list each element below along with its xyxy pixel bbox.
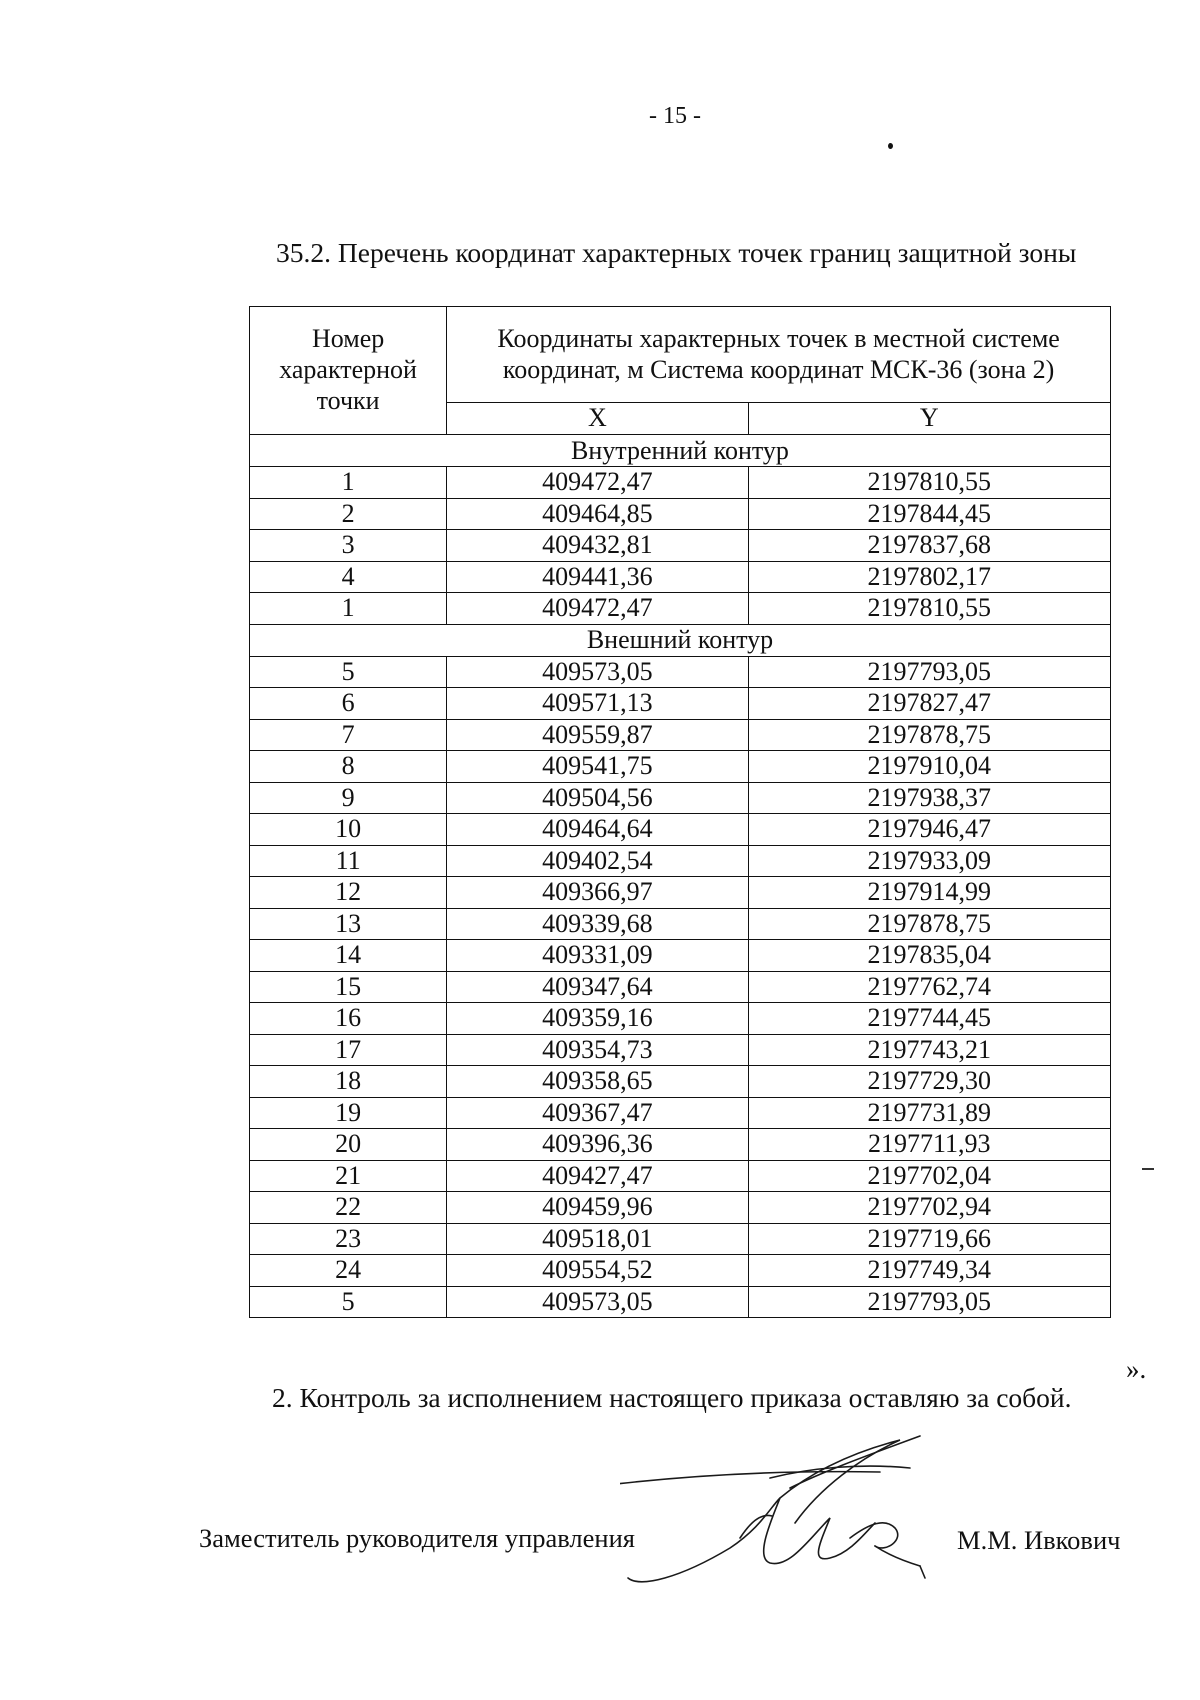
- table-row: [250, 593, 1111, 625]
- header-y: Y: [748, 403, 1110, 435]
- header-x: X: [447, 403, 748, 435]
- point-number-cell: 14: [250, 940, 447, 972]
- y-coordinate-cell: 2197810,55: [748, 467, 1110, 499]
- table-row: [250, 719, 1111, 751]
- x-coordinate-cell: 409459,96: [447, 1192, 748, 1224]
- point-number-cell: 17: [250, 1034, 447, 1066]
- table-row: [250, 814, 1111, 846]
- section-title: 35.2. Перечень координат характерных точек границ защитной зоны: [276, 237, 1077, 268]
- point-number-cell: 6: [250, 688, 447, 720]
- section-label: Внутренний контур: [250, 435, 1111, 467]
- y-coordinate-cell: 2197844,45: [748, 498, 1110, 530]
- table-row: [250, 561, 1111, 593]
- x-coordinate-cell: 409367,47: [447, 1097, 748, 1129]
- closing-quote: ».: [1126, 1354, 1147, 1384]
- page-number: - 15 -: [649, 103, 701, 129]
- point-number-cell: 10: [250, 814, 447, 846]
- point-number-cell: 21: [250, 1160, 447, 1192]
- y-coordinate-cell: 2197878,75: [748, 908, 1110, 940]
- x-coordinate-cell: 409432,81: [447, 530, 748, 562]
- table-row: [250, 530, 1111, 562]
- point-number-cell: 5: [250, 656, 447, 688]
- point-number-cell: 11: [250, 845, 447, 877]
- y-coordinate-cell: 2197793,05: [748, 1286, 1110, 1318]
- point-number-cell: 9: [250, 782, 447, 814]
- point-number-cell: 7: [250, 719, 447, 751]
- x-coordinate-cell: 409518,01: [447, 1223, 748, 1255]
- point-number-cell: 2: [250, 498, 447, 530]
- table-row: [250, 845, 1111, 877]
- point-number-cell: 13: [250, 908, 447, 940]
- signature-icon: [620, 1428, 950, 1588]
- point-number-cell: 3: [250, 530, 447, 562]
- y-coordinate-cell: 2197827,47: [748, 688, 1110, 720]
- header-coordinates: Координаты характерных точек в местной системе координат, м Система координат МСК-36 (зона 2): [447, 307, 1111, 403]
- y-coordinate-cell: 2197711,93: [748, 1129, 1110, 1161]
- x-coordinate-cell: 409571,13: [447, 688, 748, 720]
- x-coordinate-cell: 409559,87: [447, 719, 748, 751]
- scan-dot: [888, 143, 893, 149]
- x-coordinate-cell: 409464,64: [447, 814, 748, 846]
- point-number-cell: 8: [250, 751, 447, 783]
- x-coordinate-cell: 409331,09: [447, 940, 748, 972]
- table-body: [250, 435, 1111, 1318]
- x-coordinate-cell: 409573,05: [447, 1286, 748, 1318]
- table-row: [250, 908, 1111, 940]
- section-label: Внешний контур: [250, 624, 1111, 656]
- header-point-number: Номер характерной точки: [250, 307, 447, 435]
- point-number-cell: 18: [250, 1066, 447, 1098]
- point-number-cell: 4: [250, 561, 447, 593]
- table-row: [250, 1034, 1111, 1066]
- table-row: [250, 1066, 1111, 1098]
- y-coordinate-cell: 2197744,45: [748, 1003, 1110, 1035]
- coordinates-table: [249, 306, 1111, 1318]
- x-coordinate-cell: 409347,64: [447, 971, 748, 1003]
- table-row: [250, 971, 1111, 1003]
- table-row: [250, 688, 1111, 720]
- x-coordinate-cell: 409366,97: [447, 877, 748, 909]
- y-coordinate-cell: 2197702,04: [748, 1160, 1110, 1192]
- y-coordinate-cell: 2197837,68: [748, 530, 1110, 562]
- y-coordinate-cell: 2197910,04: [748, 751, 1110, 783]
- signer-name: М.М. Ивкович: [957, 1525, 1121, 1555]
- margin-mark: [1142, 1168, 1154, 1170]
- x-coordinate-cell: 409427,47: [447, 1160, 748, 1192]
- table-row: [250, 751, 1111, 783]
- y-coordinate-cell: 2197946,47: [748, 814, 1110, 846]
- x-coordinate-cell: 409441,36: [447, 561, 748, 593]
- x-coordinate-cell: 409358,65: [447, 1066, 748, 1098]
- point-number-cell: 15: [250, 971, 447, 1003]
- table-row: [250, 467, 1111, 499]
- y-coordinate-cell: 2197914,99: [748, 877, 1110, 909]
- x-coordinate-cell: 409472,47: [447, 467, 748, 499]
- table-row: [250, 940, 1111, 972]
- y-coordinate-cell: 2197933,09: [748, 845, 1110, 877]
- x-coordinate-cell: 409402,54: [447, 845, 748, 877]
- y-coordinate-cell: 2197762,74: [748, 971, 1110, 1003]
- x-coordinate-cell: 409554,52: [447, 1255, 748, 1287]
- y-coordinate-cell: 2197729,30: [748, 1066, 1110, 1098]
- control-paragraph: 2. Контроль за исполнением настоящего приказа оставляю за собой.: [272, 1382, 1072, 1413]
- table-row: [250, 1223, 1111, 1255]
- y-coordinate-cell: 2197793,05: [748, 656, 1110, 688]
- x-coordinate-cell: 409354,73: [447, 1034, 748, 1066]
- y-coordinate-cell: 2197878,75: [748, 719, 1110, 751]
- table-row: [250, 1192, 1111, 1224]
- x-coordinate-cell: 409396,36: [447, 1129, 748, 1161]
- x-coordinate-cell: 409464,85: [447, 498, 748, 530]
- x-coordinate-cell: 409472,47: [447, 593, 748, 625]
- table-row: [250, 1160, 1111, 1192]
- y-coordinate-cell: 2197702,94: [748, 1192, 1110, 1224]
- section-row: [250, 435, 1111, 467]
- x-coordinate-cell: 409541,75: [447, 751, 748, 783]
- point-number-cell: 24: [250, 1255, 447, 1287]
- table-row: [250, 498, 1111, 530]
- y-coordinate-cell: 2197749,34: [748, 1255, 1110, 1287]
- x-coordinate-cell: 409339,68: [447, 908, 748, 940]
- x-coordinate-cell: 409359,16: [447, 1003, 748, 1035]
- point-number-cell: 1: [250, 593, 447, 625]
- y-coordinate-cell: 2197810,55: [748, 593, 1110, 625]
- table-row: [250, 1286, 1111, 1318]
- table-row: [250, 1003, 1111, 1035]
- y-coordinate-cell: 2197743,21: [748, 1034, 1110, 1066]
- point-number-cell: 12: [250, 877, 447, 909]
- y-coordinate-cell: 2197938,37: [748, 782, 1110, 814]
- point-number-cell: 5: [250, 1286, 447, 1318]
- signer-role: Заместитель руководителя управления: [199, 1523, 635, 1553]
- table-row: [250, 1129, 1111, 1161]
- point-number-cell: 23: [250, 1223, 447, 1255]
- table-row: [250, 656, 1111, 688]
- table-row: [250, 782, 1111, 814]
- point-number-cell: 20: [250, 1129, 447, 1161]
- y-coordinate-cell: 2197719,66: [748, 1223, 1110, 1255]
- table-row: [250, 1255, 1111, 1287]
- y-coordinate-cell: 2197731,89: [748, 1097, 1110, 1129]
- x-coordinate-cell: 409573,05: [447, 656, 748, 688]
- point-number-cell: 1: [250, 467, 447, 499]
- y-coordinate-cell: 2197802,17: [748, 561, 1110, 593]
- table-row: [250, 877, 1111, 909]
- x-coordinate-cell: 409504,56: [447, 782, 748, 814]
- point-number-cell: 16: [250, 1003, 447, 1035]
- point-number-cell: 22: [250, 1192, 447, 1224]
- point-number-cell: 19: [250, 1097, 447, 1129]
- y-coordinate-cell: 2197835,04: [748, 940, 1110, 972]
- section-row: [250, 624, 1111, 656]
- table-row: [250, 1097, 1111, 1129]
